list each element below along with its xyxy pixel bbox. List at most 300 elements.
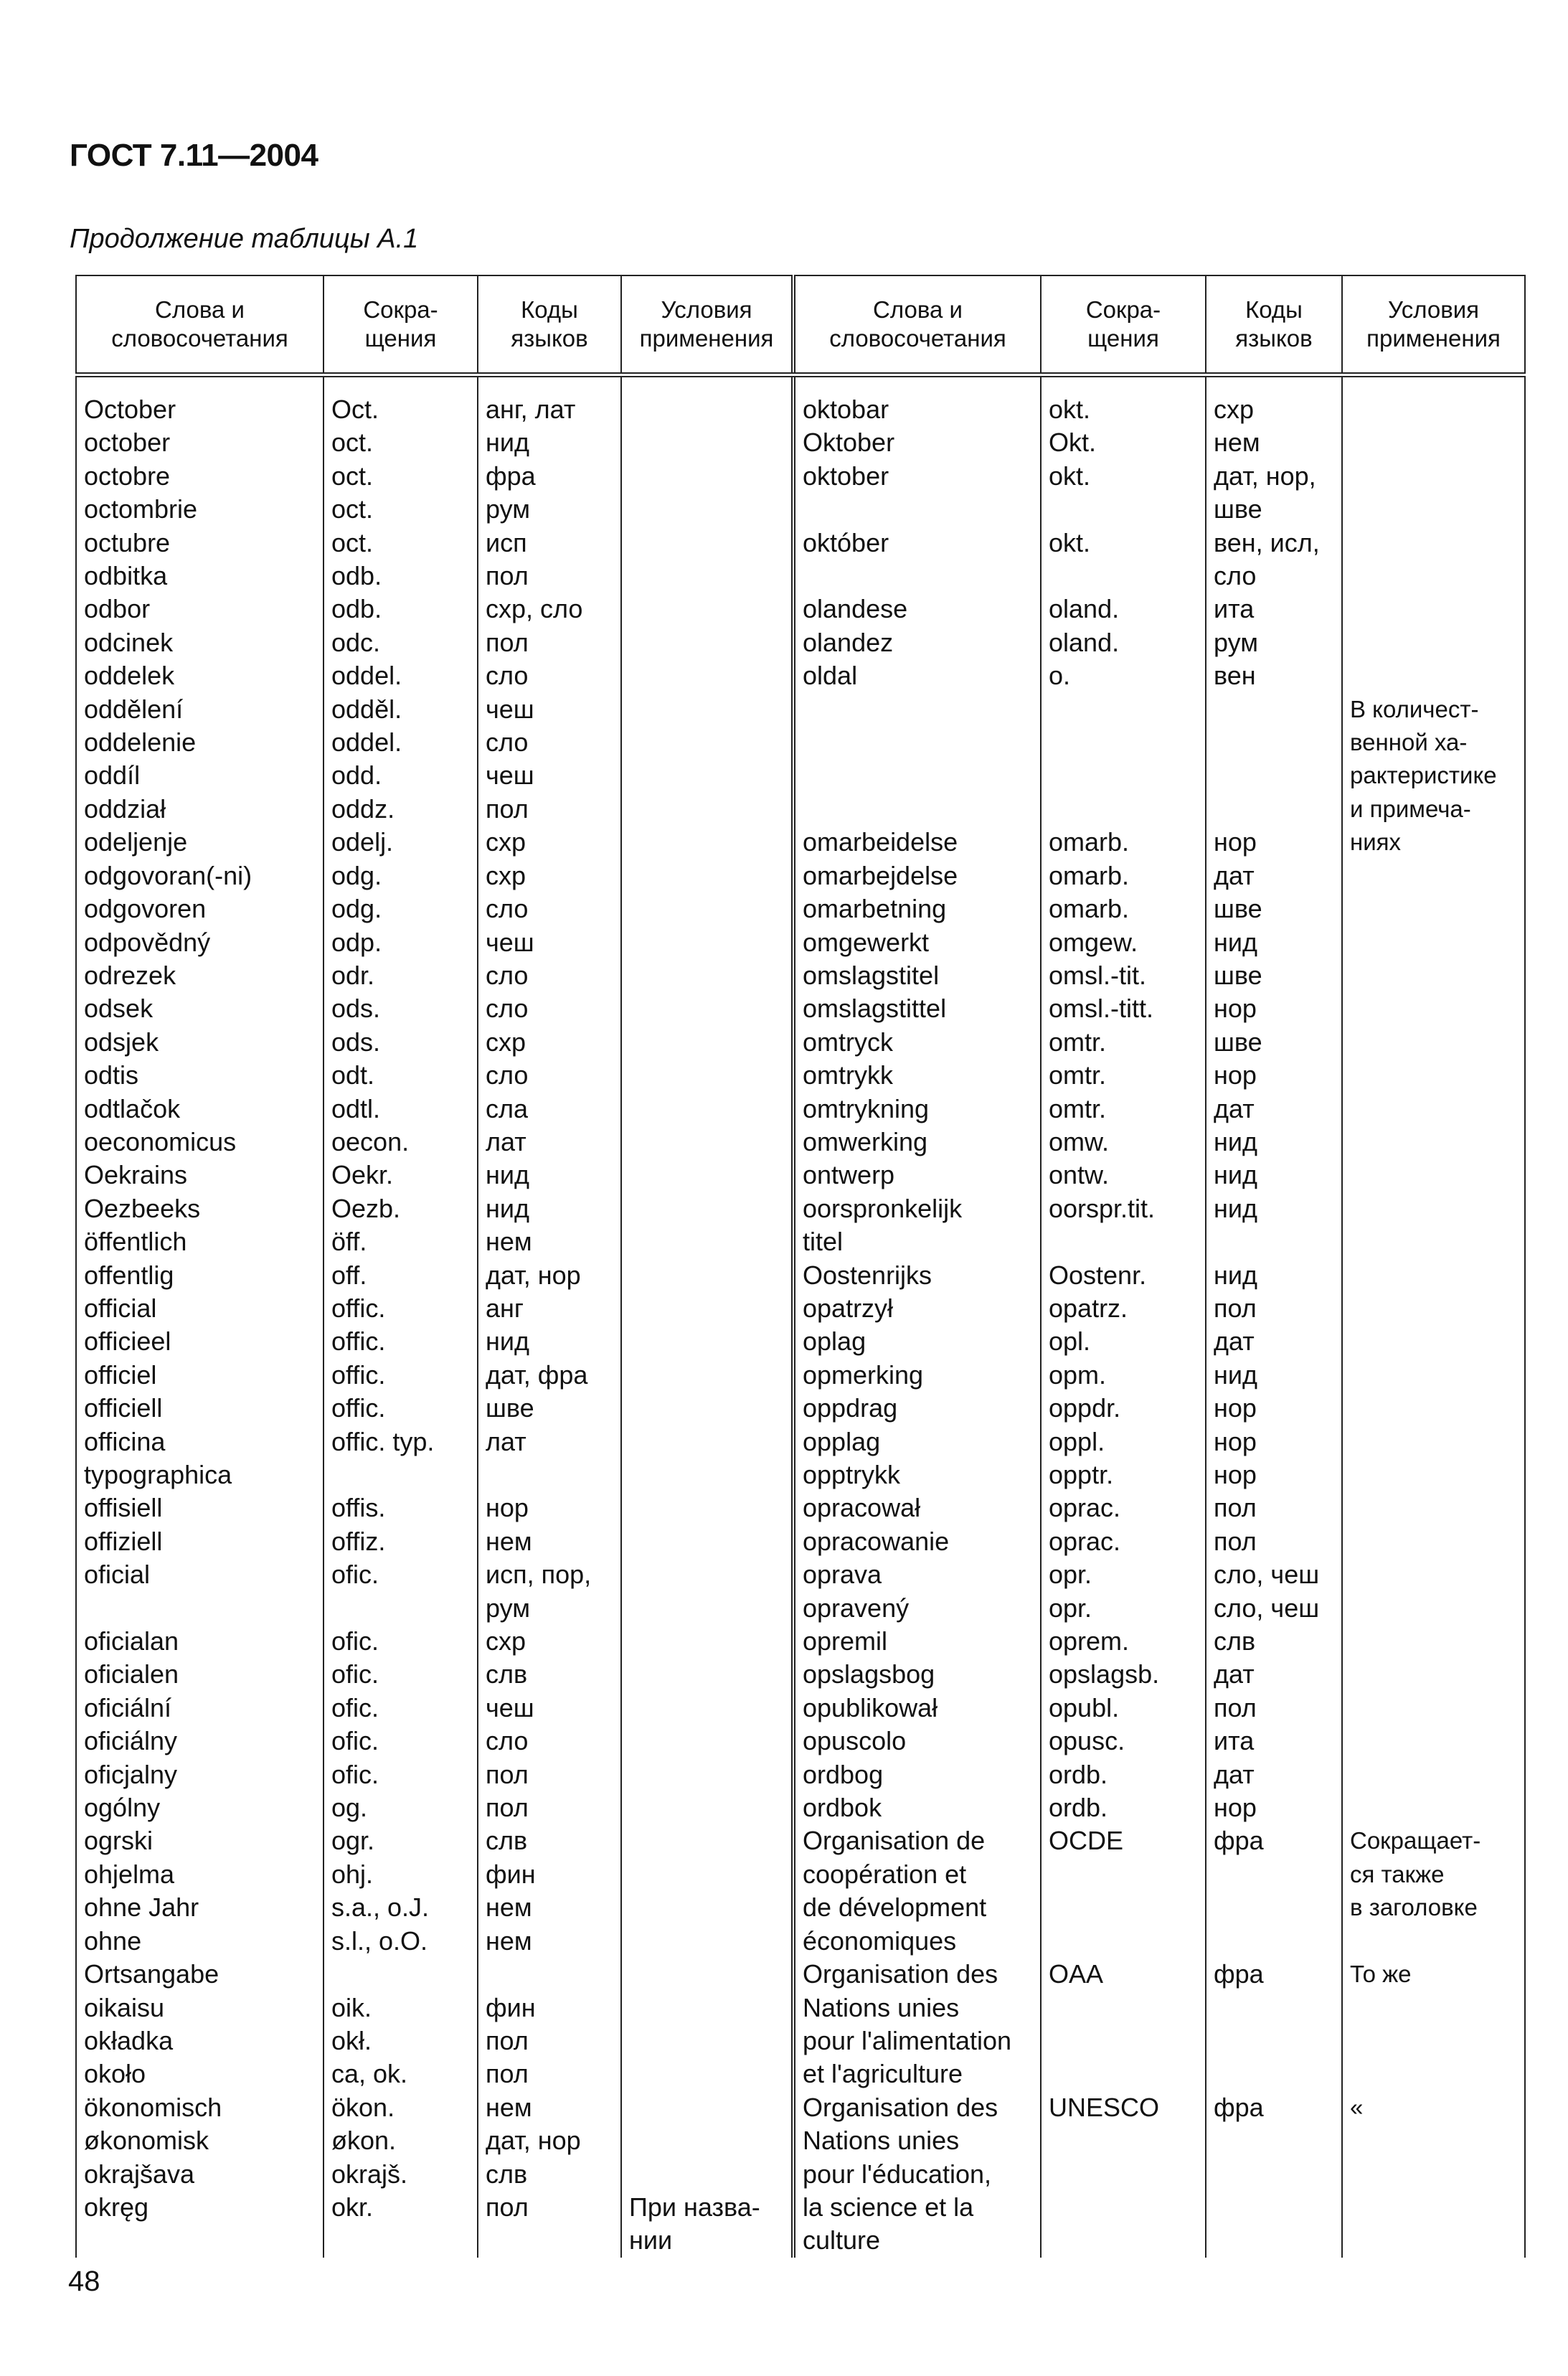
table-cell: oikaisu	[76, 1991, 323, 2024]
table-cell: вен, исл,	[1206, 527, 1342, 560]
table-cell	[621, 1392, 793, 1425]
table-cell: opm.	[1041, 1359, 1206, 1392]
table-row	[76, 1159, 1525, 1192]
table-cell	[1041, 1891, 1206, 1924]
table-cell	[1342, 1491, 1525, 1524]
table-cell: oorspronkelijk	[793, 1192, 1041, 1225]
table-cell	[1041, 2224, 1206, 2257]
table-cell	[1041, 693, 1206, 726]
table-cell: opptrykk	[793, 1458, 1041, 1491]
table-cell: слв	[478, 1658, 621, 1691]
table-cell	[1342, 1225, 1525, 1258]
table-row	[76, 1725, 1525, 1758]
table-cell: слв	[1206, 1625, 1342, 1658]
table-cell: odr.	[323, 959, 478, 992]
table-cell: нид	[1206, 1126, 1342, 1159]
table-row	[76, 1392, 1525, 1425]
table-cell	[1342, 926, 1525, 959]
table-cell	[1342, 1159, 1525, 1192]
table-cell: ods.	[323, 992, 478, 1025]
table-cell: Oct.	[323, 375, 478, 427]
table-cell	[793, 793, 1041, 826]
table-cell: сло, чеш	[1206, 1592, 1342, 1625]
table-cell: ofic.	[323, 1692, 478, 1725]
table-cell: offic.	[323, 1325, 478, 1358]
table-cell: oct.	[323, 460, 478, 493]
table-row	[76, 1758, 1525, 1791]
table-cell	[621, 1991, 793, 2024]
table-cell	[76, 2224, 323, 2257]
table-cell: пол	[1206, 1525, 1342, 1558]
table-cell: économiques	[793, 1925, 1041, 1958]
table-cell	[1041, 560, 1206, 593]
table-cell	[1342, 2191, 1525, 2224]
table-cell: oddział	[76, 793, 323, 826]
table-cell	[1041, 1225, 1206, 1258]
table-cell: сло	[1206, 560, 1342, 593]
table-cell: oficialen	[76, 1658, 323, 1691]
table-cell: исп, пор,	[478, 1558, 621, 1591]
table-header-row	[76, 275, 1525, 375]
table-cell	[621, 1658, 793, 1691]
table-row	[76, 1625, 1525, 1658]
table-cell: titel	[793, 1225, 1041, 1258]
table-cell	[1342, 527, 1525, 560]
table-cell	[1206, 2224, 1342, 2257]
table-cell: и примеча-	[1342, 793, 1525, 826]
table-cell	[621, 726, 793, 759]
table-cell	[621, 1225, 793, 1258]
table-cell	[621, 1425, 793, 1458]
table-cell: o.	[1041, 659, 1206, 692]
table-cell	[1206, 1991, 1342, 2024]
table-cell	[76, 1592, 323, 1625]
table-cell: oprava	[793, 1558, 1041, 1591]
table-cell: coopération et	[793, 1858, 1041, 1891]
table-cell: ontwerp	[793, 1159, 1041, 1192]
table-cell	[1041, 1858, 1206, 1891]
table-cell: okt.	[1041, 460, 1206, 493]
table-cell: offis.	[323, 1491, 478, 1524]
table-cell: odp.	[323, 926, 478, 959]
document-header: ГОСТ 7.11—2004	[70, 138, 318, 173]
table-cell: omsl.-titt.	[1041, 992, 1206, 1025]
abbreviations-table-container	[75, 275, 1524, 2255]
table-row	[76, 1692, 1525, 1725]
table-cell	[621, 1359, 793, 1392]
table-cell: чеш	[478, 693, 621, 726]
table-cell	[1041, 759, 1206, 792]
table-cell: пол	[478, 793, 621, 826]
table-cell: пол	[478, 626, 621, 659]
table-cell: ordb.	[1041, 1758, 1206, 1791]
table-cell: omgewerkt	[793, 926, 1041, 959]
table-cell: сло	[478, 1059, 621, 1092]
table-cell	[1342, 1458, 1525, 1491]
table-cell	[1342, 593, 1525, 626]
table-cell	[1342, 892, 1525, 925]
table-cell	[1342, 1259, 1525, 1292]
table-cell: oprac.	[1041, 1525, 1206, 1558]
table-cell: ofic.	[323, 1558, 478, 1591]
table-cell: oldal	[793, 659, 1041, 692]
table-cell: Okt.	[1041, 426, 1206, 459]
table-cell	[621, 926, 793, 959]
table-cell: шве	[1206, 1026, 1342, 1059]
table-cell: okładka	[76, 2024, 323, 2057]
table-cell: oprem.	[1041, 1625, 1206, 1658]
table-cell	[1342, 1093, 1525, 1126]
table-cell: нид	[478, 1159, 621, 1192]
table-cell: økon.	[323, 2124, 478, 2157]
table-cell: слв	[478, 2158, 621, 2191]
table-cell	[1206, 1891, 1342, 1924]
table-cell: фин	[478, 1991, 621, 2024]
table-cell: дат	[1206, 1658, 1342, 1691]
table-cell: odbor	[76, 593, 323, 626]
table-cell: ohjelma	[76, 1858, 323, 1891]
table-cell: oorspr.tit.	[1041, 1192, 1206, 1225]
table-cell: пол	[478, 1758, 621, 1791]
table-cell	[621, 2124, 793, 2157]
table-cell	[621, 1625, 793, 1658]
table-cell	[1041, 493, 1206, 526]
table-cell: То же	[1342, 1958, 1525, 1991]
table-cell	[1342, 560, 1525, 593]
table-cell	[1342, 1791, 1525, 1824]
table-cell	[793, 759, 1041, 792]
table-row	[76, 593, 1525, 626]
table-cell: исп	[478, 527, 621, 560]
table-cell	[621, 593, 793, 626]
table-cell: omwerking	[793, 1126, 1041, 1159]
table-cell	[793, 560, 1041, 593]
table-cell: oktober	[793, 460, 1041, 493]
table-cell	[793, 493, 1041, 526]
table-cell: oddel.	[323, 659, 478, 692]
table-cell	[621, 1592, 793, 1625]
column-header: Условия применения	[1342, 275, 1525, 375]
table-cell: odc.	[323, 626, 478, 659]
table-cell: pour l'éducation,	[793, 2158, 1041, 2191]
table-cell: дат	[1206, 1758, 1342, 1791]
table-cell: opptr.	[1041, 1458, 1206, 1491]
table-cell: opr.	[1041, 1558, 1206, 1591]
table-cell	[1342, 1991, 1525, 2024]
table-row	[76, 2024, 1525, 2057]
table-cell: ca, ok.	[323, 2057, 478, 2090]
table-cell: opl.	[1041, 1325, 1206, 1358]
table-cell: odpovědný	[76, 926, 323, 959]
table-cell: шве	[1206, 892, 1342, 925]
table-row	[76, 1192, 1525, 1225]
table-cell: opuscolo	[793, 1725, 1041, 1758]
table-cell: okt.	[1041, 527, 1206, 560]
table-cell	[621, 560, 793, 593]
table-cell: około	[76, 2057, 323, 2090]
table-cell	[621, 1259, 793, 1292]
table-cell: opravený	[793, 1592, 1041, 1625]
table-cell: oficialan	[76, 1625, 323, 1658]
table-cell: Ortsangabe	[76, 1958, 323, 1991]
table-cell	[1206, 793, 1342, 826]
table-cell: нор	[1206, 1425, 1342, 1458]
table-cell: oddel.	[323, 726, 478, 759]
table-cell: сло, чеш	[1206, 1558, 1342, 1591]
table-cell: odelj.	[323, 826, 478, 859]
table-cell	[621, 375, 793, 427]
table-cell	[621, 626, 793, 659]
table-cell: opatrz.	[1041, 1292, 1206, 1325]
table-cell	[621, 659, 793, 692]
table-row	[76, 1858, 1525, 1891]
table-cell	[621, 460, 793, 493]
table-cell: пол	[478, 2057, 621, 2090]
table-cell	[1342, 1558, 1525, 1591]
table-row	[76, 726, 1525, 759]
table-cell: ohne	[76, 1925, 323, 1958]
table-cell: opubl.	[1041, 1692, 1206, 1725]
table-row	[76, 1925, 1525, 1958]
table-cell: ofic.	[323, 1725, 478, 1758]
table-cell: шве	[1206, 959, 1342, 992]
table-cell: okt.	[1041, 375, 1206, 427]
table-cell: October	[76, 375, 323, 427]
table-cell: october	[76, 426, 323, 459]
table-cell: Oezb.	[323, 1192, 478, 1225]
table-cell: oppdr.	[1041, 1392, 1206, 1425]
table-cell: ogrski	[76, 1824, 323, 1857]
table-cell	[621, 1858, 793, 1891]
table-cell	[1342, 626, 1525, 659]
table-cell	[1342, 1292, 1525, 1325]
abbreviations-table	[75, 275, 1526, 2258]
table-cell	[1342, 659, 1525, 692]
table-cell: нид	[1206, 1159, 1342, 1192]
table-cell: OAA	[1041, 1958, 1206, 1991]
table-cell: нид	[1206, 1359, 1342, 1392]
table-cell: сло	[478, 659, 621, 692]
table-cell	[621, 426, 793, 459]
table-cell: omslagstittel	[793, 992, 1041, 1025]
table-cell: olandese	[793, 593, 1041, 626]
table-cell	[1041, 2024, 1206, 2057]
table-cell	[323, 1958, 478, 1991]
table-cell: чеш	[478, 759, 621, 792]
table-cell: offic.	[323, 1359, 478, 1392]
table-cell	[621, 1558, 793, 1591]
table-cell	[621, 892, 793, 925]
table-cell: нем	[478, 2091, 621, 2124]
table-cell	[1206, 1858, 1342, 1891]
table-cell	[1342, 992, 1525, 1025]
table-cell: OCDE	[1041, 1824, 1206, 1857]
table-row	[76, 426, 1525, 459]
table-cell: дат	[1206, 859, 1342, 892]
table-cell	[793, 693, 1041, 726]
table-row	[76, 859, 1525, 892]
table-row	[76, 2224, 1525, 2257]
table-cell: olandez	[793, 626, 1041, 659]
table-cell: лат	[478, 1425, 621, 1458]
table-cell: чеш	[478, 1692, 621, 1725]
table-cell: нем	[1206, 426, 1342, 459]
table-cell: ниях	[1342, 826, 1525, 859]
table-row	[76, 659, 1525, 692]
column-header: Слова и словосочетания	[793, 275, 1041, 375]
table-cell: Organisation de	[793, 1824, 1041, 1857]
table-row	[76, 959, 1525, 992]
page-number: 48	[68, 2266, 100, 2297]
table-cell: okrajšava	[76, 2158, 323, 2191]
table-cell: ordbog	[793, 1758, 1041, 1791]
table-cell: нид	[1206, 1259, 1342, 1292]
column-header: Слова и словосочетания	[76, 275, 323, 375]
table-row	[76, 1592, 1525, 1625]
table-cell: схр	[478, 1026, 621, 1059]
table-cell: odd.	[323, 759, 478, 792]
table-cell: ся также	[1342, 1858, 1525, 1891]
table-cell: odrezek	[76, 959, 323, 992]
table-cell	[1342, 2057, 1525, 2090]
column-header: Коды языков	[478, 275, 621, 375]
table-cell: ontw.	[1041, 1159, 1206, 1192]
table-cell	[1041, 2124, 1206, 2157]
table-row	[76, 375, 1525, 427]
table-cell: odsjek	[76, 1026, 323, 1059]
table-cell	[1206, 2191, 1342, 2224]
table-cell: oddz.	[323, 793, 478, 826]
table-cell	[1342, 1925, 1525, 1958]
table-row	[76, 1225, 1525, 1258]
table-cell: október	[793, 527, 1041, 560]
table-cell: рум	[478, 1592, 621, 1625]
table-cell: pour l'alimentation	[793, 2024, 1041, 2057]
table-cell	[1041, 793, 1206, 826]
table-cell: offiz.	[323, 1525, 478, 1558]
table-cell	[621, 1824, 793, 1857]
table-cell: økonomisk	[76, 2124, 323, 2157]
table-cell: offentlig	[76, 1259, 323, 1292]
table-cell: odgovoren	[76, 892, 323, 925]
table-cell: схр	[478, 826, 621, 859]
table-cell	[621, 1525, 793, 1558]
table-cell: венной ха-	[1342, 726, 1525, 759]
table-row	[76, 759, 1525, 792]
table-cell: ogólny	[76, 1791, 323, 1824]
table-row	[76, 527, 1525, 560]
table-cell: схр, сло	[478, 593, 621, 626]
table-cell: omarb.	[1041, 826, 1206, 859]
table-cell: лат	[478, 1126, 621, 1159]
table-cell: нор	[1206, 1458, 1342, 1491]
table-cell: odbitka	[76, 560, 323, 593]
table-cell: нид	[478, 426, 621, 459]
table-cell: пол	[1206, 1692, 1342, 1725]
table-cell: нид	[1206, 926, 1342, 959]
table-cell: et l'agriculture	[793, 2057, 1041, 2090]
table-cell: omtr.	[1041, 1059, 1206, 1092]
table-cell	[621, 1159, 793, 1192]
table-row	[76, 1359, 1525, 1392]
table-cell	[621, 1958, 793, 1991]
table-cell: odt.	[323, 1059, 478, 1092]
table-cell: öff.	[323, 1225, 478, 1258]
table-cell	[1041, 2191, 1206, 2224]
table-cell: omtr.	[1041, 1093, 1206, 1126]
table-cell: анг	[478, 1292, 621, 1325]
table-cell	[1342, 1425, 1525, 1458]
table-cell: Organisation des	[793, 1958, 1041, 1991]
table-cell: omarb.	[1041, 892, 1206, 925]
table-row	[76, 2091, 1525, 2124]
table-row	[76, 1026, 1525, 1059]
table-cell: сло	[478, 992, 621, 1025]
table-cell: okł.	[323, 2024, 478, 2057]
table-cell: в заголовке	[1342, 1891, 1525, 1924]
table-cell: opracował	[793, 1491, 1041, 1524]
table-cell: схр	[478, 859, 621, 892]
table-cell	[1342, 2124, 1525, 2157]
table-cell: ofic.	[323, 1658, 478, 1691]
column-header: Сокра- щения	[1041, 275, 1206, 375]
table-cell: Nations unies	[793, 1991, 1041, 2024]
table-cell: Oostenrijks	[793, 1259, 1041, 1292]
table-cell	[621, 959, 793, 992]
table-cell: odb.	[323, 593, 478, 626]
table-cell	[1206, 759, 1342, 792]
table-cell	[621, 826, 793, 859]
table-cell: вен	[1206, 659, 1342, 692]
table-cell	[323, 1592, 478, 1625]
table-cell: oppl.	[1041, 1425, 1206, 1458]
table-cell: «	[1342, 2091, 1525, 2124]
table-cell: odděl.	[323, 693, 478, 726]
table-caption: Продолжение таблицы А.1	[70, 224, 419, 254]
table-cell: oficial	[76, 1558, 323, 1591]
table-cell: odsek	[76, 992, 323, 1025]
table-cell: oplag	[793, 1325, 1041, 1358]
table-cell: нии	[621, 2224, 793, 2257]
table-cell: чеш	[478, 926, 621, 959]
table-cell: oecon.	[323, 1126, 478, 1159]
table-cell: фра	[1206, 1824, 1342, 1857]
table-cell: Oktober	[793, 426, 1041, 459]
table-cell	[621, 693, 793, 726]
table-row	[76, 1958, 1525, 1991]
table-row	[76, 1093, 1525, 1126]
table-cell	[621, 1192, 793, 1225]
table-cell: offic.	[323, 1392, 478, 1425]
table-cell: omgew.	[1041, 926, 1206, 959]
table-cell: нор	[478, 1491, 621, 1524]
table-cell: фин	[478, 1858, 621, 1891]
table-cell: opmerking	[793, 1359, 1041, 1392]
table-cell: Oekrains	[76, 1159, 323, 1192]
table-cell: opplag	[793, 1425, 1041, 1458]
table-cell: фра	[1206, 1958, 1342, 1991]
table-cell	[1206, 2124, 1342, 2157]
table-cell: öffentlich	[76, 1225, 323, 1258]
table-row	[76, 2057, 1525, 2090]
table-cell	[1206, 693, 1342, 726]
table-cell: oddelenie	[76, 726, 323, 759]
table-cell: omarbejdelse	[793, 859, 1041, 892]
table-cell	[621, 1891, 793, 1924]
table-cell	[621, 1292, 793, 1325]
table-cell: схр	[478, 1625, 621, 1658]
table-cell: дат	[1206, 1325, 1342, 1358]
